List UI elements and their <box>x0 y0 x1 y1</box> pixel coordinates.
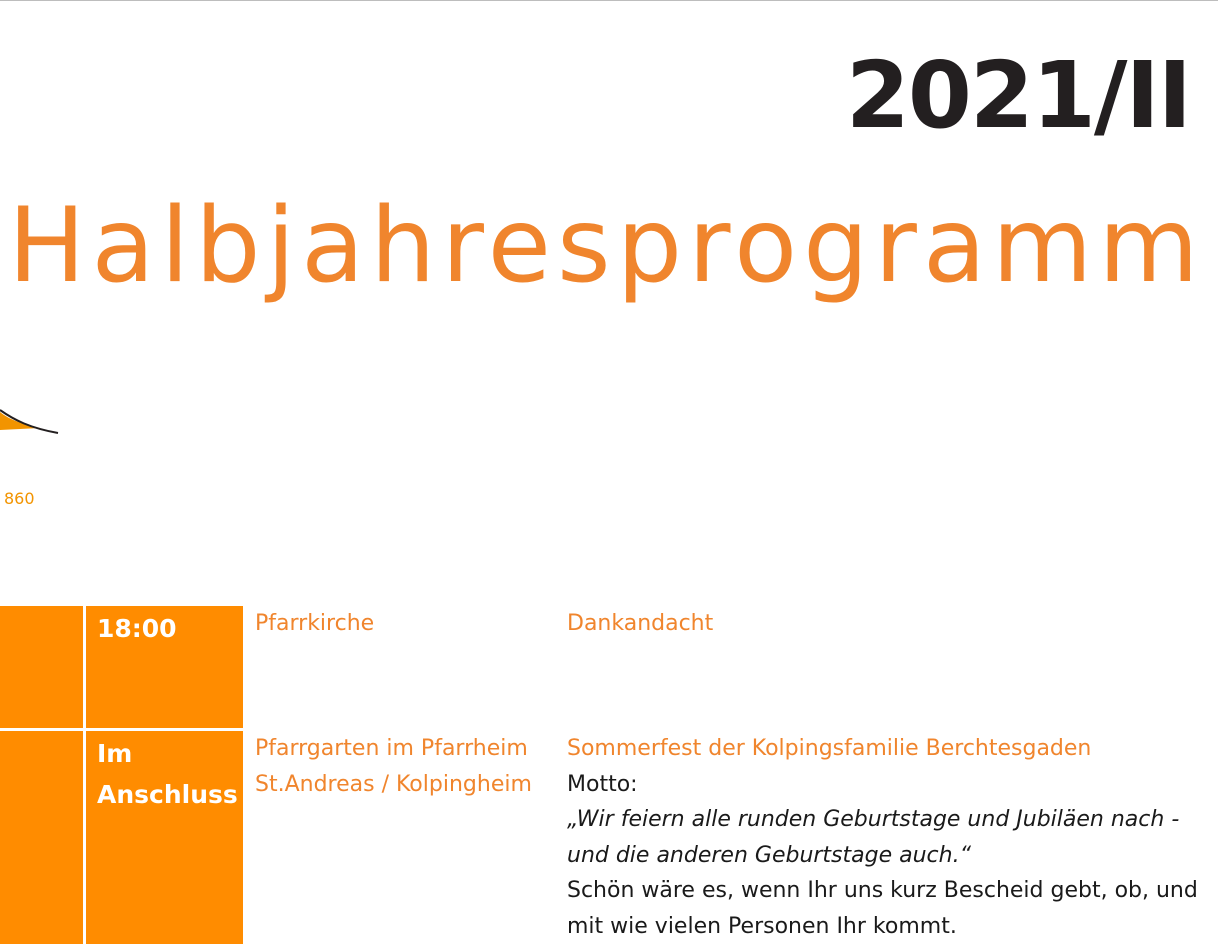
motto-label: Motto: <box>567 767 1207 803</box>
event-row <box>0 730 1207 944</box>
program-year: 2021/II <box>846 50 1190 142</box>
logo-fragment-icon <box>0 390 70 440</box>
place-cell: Pfarrgarten im Pfarrheim St.Andreas / Kolpingheim <box>243 730 555 944</box>
logo-number: 860 <box>4 489 35 508</box>
events-table <box>0 606 1207 944</box>
top-border-line <box>0 0 1218 1</box>
place-cell: Pfarrkirche <box>243 606 555 730</box>
time-cell: Im Anschluss <box>85 730 244 944</box>
description-cell <box>555 730 1207 944</box>
motto-text: „Wir feiern alle runden Geburtstage und Jubiläen nach - und die anderen Geburtstage auch.“ <box>567 802 1207 873</box>
note-text: Schön wäre es, wenn Ihr uns kurz Bescheid gebt, ob, und mit wie vielen Personen Ihr kommt. <box>567 873 1207 944</box>
event-title: Dankandacht <box>567 606 1207 642</box>
date-cell <box>0 606 85 730</box>
page-title: Halbjahresprogramm <box>8 190 1208 303</box>
time-cell: 18:00 <box>85 606 244 730</box>
date-cell <box>0 730 85 944</box>
event-title: Sommerfest der Kolpingsfamilie Berchtesgaden <box>567 731 1207 767</box>
event-row <box>0 606 1207 730</box>
description-cell <box>555 606 1207 730</box>
